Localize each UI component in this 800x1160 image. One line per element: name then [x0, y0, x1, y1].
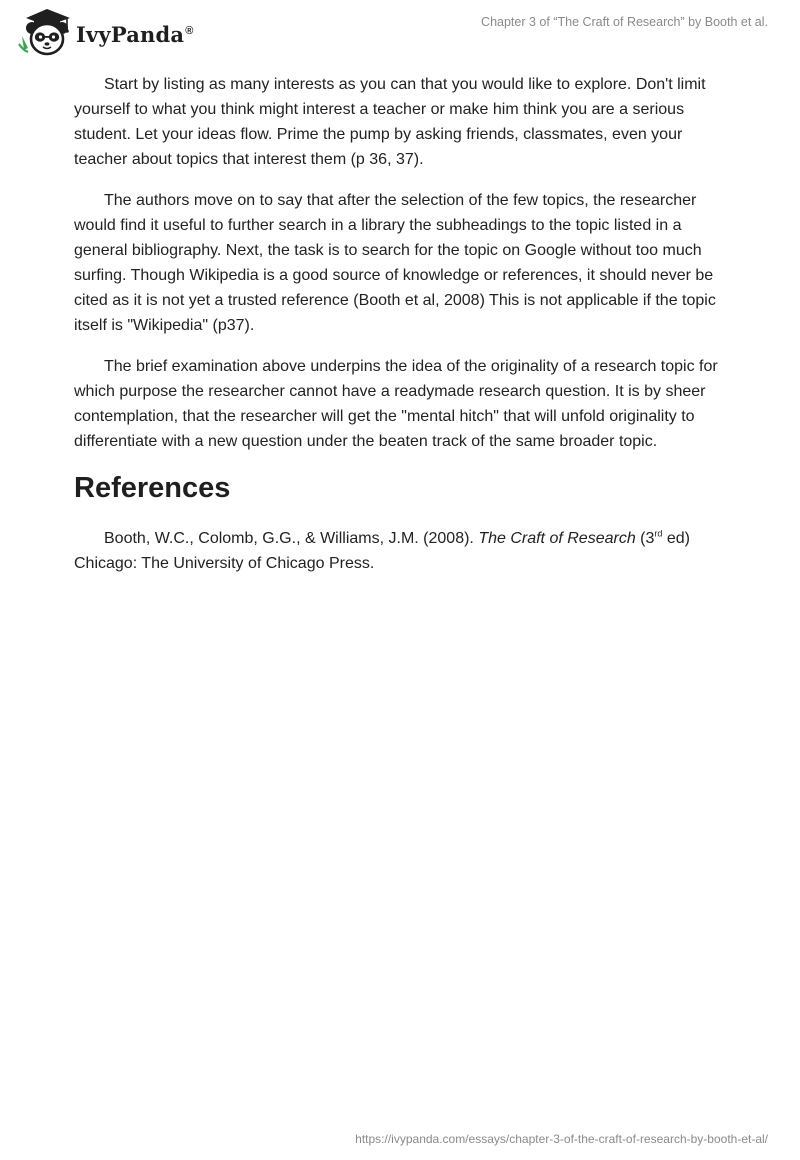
source-url[interactable]: https://ivypanda.com/essays/chapter-3-of-the-craft-of-research-by-booth-et-al/	[355, 1132, 768, 1146]
reference-edition-open: (3	[635, 530, 655, 547]
document-title: Chapter 3 of “The Craft of Research” by Booth et al.	[481, 15, 768, 29]
ivypanda-logo[interactable]	[14, 6, 194, 58]
page-header	[0, 0, 800, 62]
body-paragraph-2: The authors move on to say that after the selection of the few topics, the researcher would find it useful to further search in a library the subheadings to the topic listed in a general bibliography. Next, the task is to search for the topic on Google without too much surfing. Though Wikipedia is a good source of knowledge or references, it should never be cited as it is not yet a trusted reference (Booth et al, 2008) This is not applicable if the topic itself is "Wikipedia" (p37).	[74, 192, 716, 334]
essay-content	[74, 72, 734, 592]
logo-wordmark	[76, 22, 194, 47]
body-paragraph-1: Start by listing as many interests as you can that you would like to explore. Don't limit yourself to what you think might interest a teacher or make him think you are a serious student. Let your ideas flow. Prime the pump by asking friends, classmates, even your teacher about topics that interest them (p 36, 37).	[74, 76, 706, 168]
reference-edition-sup: rd	[654, 528, 663, 539]
logo-text: IvyPanda	[76, 21, 185, 47]
body-paragraph-3: The brief examination above underpins the idea of the originality of a research topic for which purpose the researcher cannot have a readymade research question. It is by sheer contemplation, that the researcher will get the "mental hitch" that will unfold originality to differentiate with a new question under the beaten track of the same broader topic.	[74, 358, 718, 450]
registered-mark: ®	[185, 24, 194, 37]
references-heading: References	[74, 472, 231, 504]
reference-edition-close: ed) Chicago: The University of Chicago Press.	[74, 530, 690, 572]
reference-entry	[74, 526, 734, 576]
panda-graduation-cap-icon	[14, 6, 74, 58]
reference-title: The Craft of Research	[478, 530, 636, 547]
reference-authors: Booth, W.C., Colomb, G.G., & Williams, J.M. (2008).	[104, 530, 479, 547]
